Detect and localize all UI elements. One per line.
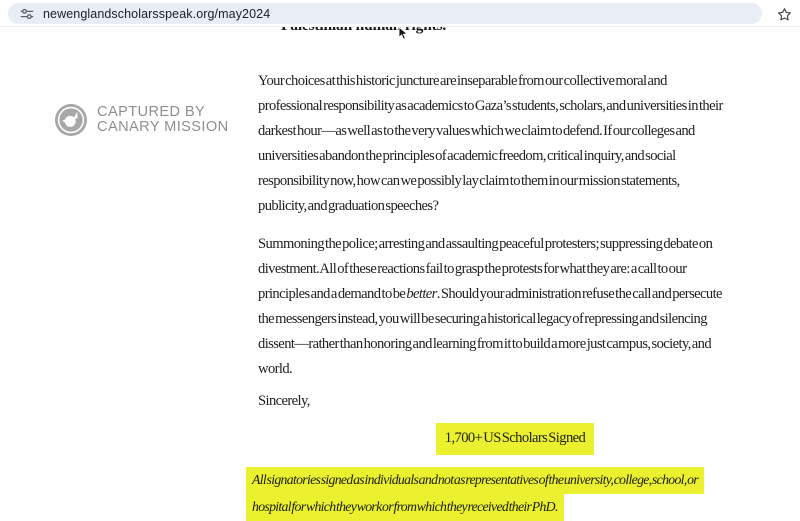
address-bar[interactable] <box>8 3 762 24</box>
watermark-line2: CANARY MISSION <box>97 119 229 135</box>
paragraph-1-line: universities abandon the principles of academic freedom, critical inquiry, and social <box>258 148 676 164</box>
paragraph-2 <box>258 232 772 382</box>
paragraph-2-line: dissent—rather than honoring and learning from it to build a more just campus, society, and <box>258 336 712 352</box>
paragraph-2-line <box>258 282 772 307</box>
paragraph-1-line: darkest hour—as well as to the very values which we claim to defend. If our colleges and <box>258 123 695 139</box>
paragraph-1-line: publicity, and graduation speeches? <box>258 198 439 214</box>
mouse-cursor <box>398 26 409 46</box>
italic-word: better <box>406 286 437 302</box>
disclaimer-line <box>246 467 786 494</box>
canary-bird-icon <box>54 103 88 137</box>
letter-body <box>252 27 772 521</box>
closing-line: Sincerely, <box>258 393 310 409</box>
watermark-line1: CAPTURED BY <box>97 103 206 120</box>
watermark-text <box>97 105 229 136</box>
paragraph-1-line: professional responsibility as academics to Gaza’s students, scholars, and universities in their <box>258 98 723 114</box>
url-text[interactable]: newenglandscholarsspeak.org/may2024 <box>43 6 271 21</box>
paragraph-1 <box>258 69 772 219</box>
paragraph-1-line: Your choices at this historic juncture are inseparable from our collective moral and <box>258 73 667 89</box>
paragraph-1-line: responsibility now, how can we possibly lay claim to them in our mission statements, <box>258 173 680 189</box>
paragraph-2-line: the messengers instead, you will be securing a historical legacy of repressing and silencing <box>258 311 707 327</box>
site-info-tune-icon[interactable] <box>20 7 34 21</box>
paragraph-2-text: . Should your administration refuse the call and persecute <box>436 286 722 302</box>
paragraph-2-text: principles and a demand to be <box>258 286 407 302</box>
paragraph-2-line: divestment. All of these reactions fail to grasp the protests for what they are: a call to our <box>258 261 687 277</box>
bookmark-star-icon[interactable] <box>774 4 794 24</box>
browser-toolbar <box>0 0 800 27</box>
disclaimer-line <box>246 494 786 521</box>
paragraph-2-line: world. <box>258 361 293 377</box>
disclaimer <box>246 467 786 521</box>
disclaimer-text: hospital for which they work or from which they received their PhD. <box>246 494 564 521</box>
paragraph-2-line: Summoning the police; arresting and assaulting peaceful protesters; suppressing debate on <box>258 236 713 252</box>
signed-count-row <box>258 423 772 455</box>
signed-count-badge: 1,700+ US Scholars Signed <box>436 423 594 455</box>
disclaimer-text: All signatories signed as individuals and not as representatives of the university, college, school, or <box>246 467 704 494</box>
canary-mission-watermark <box>54 103 229 137</box>
